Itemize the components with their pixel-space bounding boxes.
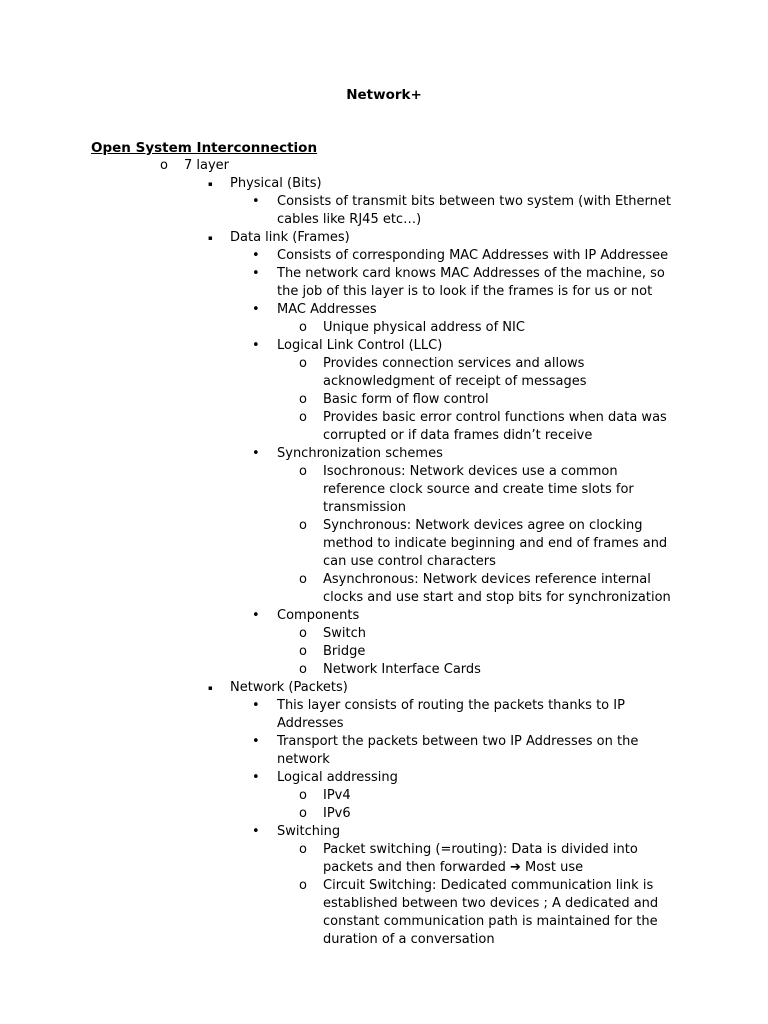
sub-list — [0, 355, 768, 445]
list-item-text: Isochronous: Network devices use a common reference clock source and create time slots for transmission — [323, 464, 634, 515]
list-item-text: Asynchronous: Network devices reference internal clocks and use start and stop bits for synchronization — [323, 572, 671, 605]
list-item — [299, 877, 678, 949]
list-item-text: Provides connection services and allows acknowledgment of receipt of messages — [323, 356, 587, 389]
list-item-text: Packet switching (=routing): Data is divided into packets and then forwarded ➔ Most use — [323, 842, 638, 875]
bullet-marker: o — [299, 572, 307, 587]
list-item — [299, 571, 678, 607]
bullet-marker: • — [252, 734, 260, 749]
list-item — [299, 517, 678, 571]
bullet-marker: o — [299, 842, 307, 857]
bullet-marker: • — [252, 194, 260, 209]
bullet-marker: o — [299, 662, 307, 677]
list-item-text: The network card knows MAC Addresses of the machine, so the job of this layer is to look if the frames is for us or not — [277, 266, 665, 299]
list-item — [299, 841, 678, 877]
sub-list — [0, 175, 768, 949]
list-item — [208, 175, 768, 193]
list-item — [299, 787, 678, 805]
list-item — [252, 337, 677, 355]
sub-list — [0, 247, 768, 679]
list-item — [252, 265, 677, 301]
bullet-marker: o — [299, 878, 307, 893]
list-item — [299, 661, 678, 679]
list-item-text: Components — [277, 608, 360, 623]
list-item — [299, 409, 678, 445]
list-item-text: Data link (Frames) — [230, 230, 350, 245]
list-item — [252, 697, 677, 733]
sub-list — [0, 463, 768, 607]
bullet-marker: o — [299, 806, 307, 821]
list-item-text: Logical addressing — [277, 770, 398, 785]
list-item — [299, 625, 678, 643]
list-item — [299, 319, 678, 337]
list-item-text: Switching — [277, 824, 341, 839]
list-item — [299, 805, 678, 823]
bullet-marker: o — [299, 464, 307, 479]
bullet-marker: • — [252, 824, 260, 839]
list-item-text: Consists of transmit bits between two system (with Ethernet cables like RJ45 etc…) — [277, 194, 671, 227]
bullet-marker: o — [299, 626, 307, 641]
bullet-marker: o — [299, 320, 307, 335]
bullet-marker: • — [252, 698, 260, 713]
section-heading: Open System Interconnection — [91, 140, 318, 156]
bullet-marker: • — [252, 770, 260, 785]
bullet-marker: o — [299, 788, 307, 803]
list-item-text: IPv6 — [323, 806, 351, 821]
list-item — [252, 607, 677, 625]
list-item — [252, 247, 677, 265]
list-item-text: Physical (Bits) — [230, 176, 322, 191]
list-item — [252, 193, 677, 229]
bullet-marker: ▪ — [208, 180, 213, 188]
bullet-marker: o — [299, 392, 307, 407]
list-item — [252, 445, 677, 463]
bullet-marker: • — [252, 608, 260, 623]
bullet-marker: • — [252, 338, 260, 353]
list-item — [252, 769, 677, 787]
list-item-text: Provides basic error control functions when data was corrupted or if data frames didn’t receive — [323, 410, 667, 443]
bullet-marker: o — [299, 356, 307, 371]
bullet-marker: • — [252, 266, 260, 281]
list-item — [252, 301, 677, 319]
document-title: Network+ — [346, 87, 422, 103]
list-item-text: Logical Link Control (LLC) — [277, 338, 443, 353]
list-item-text: Consists of corresponding MAC Addresses with IP Addressee — [277, 248, 669, 263]
list-item-text: MAC Addresses — [277, 302, 377, 317]
list-item-text: Network (Packets) — [230, 680, 348, 695]
bullet-marker: o — [299, 644, 307, 659]
list-item-text: Unique physical address of NIC — [323, 320, 525, 335]
bullet-marker: • — [252, 446, 260, 461]
list-item — [299, 643, 678, 661]
list-item-text: Synchronization schemes — [277, 446, 443, 461]
list-item — [208, 229, 768, 247]
list-item-text: Switch — [323, 626, 366, 641]
list-item-text: 7 layer — [184, 158, 230, 173]
list-item — [208, 679, 768, 697]
list-item — [160, 157, 768, 175]
sub-list — [0, 841, 768, 949]
bullet-marker: ▪ — [208, 684, 213, 692]
sub-list — [0, 625, 768, 679]
bullet-marker: • — [252, 248, 260, 263]
list-item-text: Circuit Switching: Dedicated communication link is established between two devices ; A dedicated and constant communication path is maintained for the duration of a conversation — [323, 878, 659, 947]
list-item — [299, 391, 678, 409]
list-item — [252, 823, 677, 841]
bullet-marker: ▪ — [208, 234, 213, 242]
list-item-text: IPv4 — [323, 788, 351, 803]
list-item-text: This layer consists of routing the packets thanks to IP Addresses — [277, 698, 625, 731]
list-item-text: Network Interface Cards — [323, 662, 481, 677]
list-item-text: Synchronous: Network devices agree on clocking method to indicate beginning and end of frames and can use control characters — [323, 518, 668, 569]
bullet-marker: o — [299, 410, 307, 425]
sub-list — [0, 319, 768, 337]
sub-list — [0, 193, 768, 229]
sub-list — [0, 787, 768, 823]
sub-list — [0, 697, 768, 949]
list-item — [299, 355, 678, 391]
list-item — [299, 463, 678, 517]
list-item — [252, 733, 677, 769]
list-item-text: Basic form of flow control — [323, 392, 489, 407]
bullet-marker: o — [299, 518, 307, 533]
outline-list — [0, 157, 768, 949]
list-item-text: Bridge — [323, 644, 366, 659]
bullet-marker: o — [160, 158, 168, 173]
list-item-text: Transport the packets between two IP Addresses on the network — [277, 734, 639, 767]
bullet-marker: • — [252, 302, 260, 317]
